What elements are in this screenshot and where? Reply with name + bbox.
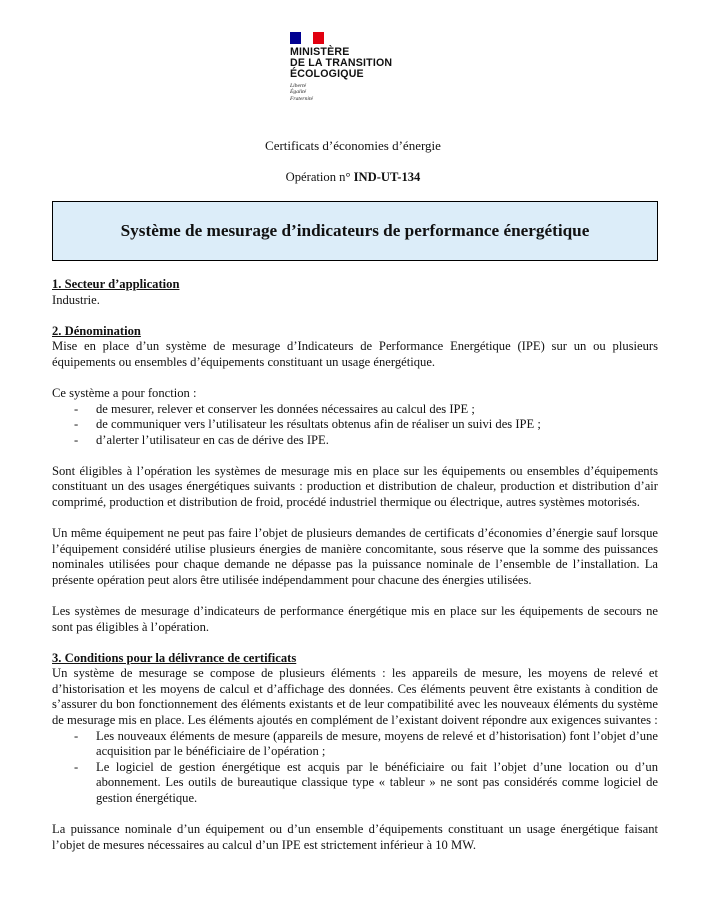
document-title: Système de mesurage d’indicateurs de performance énergétique bbox=[120, 221, 590, 241]
list-item bbox=[52, 433, 658, 449]
motto-line: Liberté bbox=[290, 83, 307, 89]
ministry-line: DE LA TRANSITION bbox=[290, 57, 393, 69]
list-item-text: d’alerter l’utilisateur en cas de dérive des IPE. bbox=[96, 432, 329, 447]
list-item bbox=[52, 402, 658, 418]
ministry-logo bbox=[290, 32, 392, 102]
dash-bullet: - bbox=[74, 417, 79, 432]
conditions-intro: Un système de mesurage se compose de plusieurs éléments : les appareils de mesure, les moyens de relevé et d’historisation et les moyens de calcul et d’affichage des données. Ces éléments peuvent être existants à condition de s’assurer du bon fonctionnement des éléments existants et de leur compatibilité avec les nouveaux éléments du système de mesurage mis en place. Les éléments ajoutés en complément de l’existant doivent répondre aux exigences suivantes : bbox=[52, 666, 658, 728]
eligibility-paragraph: Sont éligibles à l’opération les systèmes de mesurage mis en place sur les équipements ou ensembles d’équipements constituant un des usages énergétiques suivants : production et distribution de chaleur, production et distribution d’air comprimé, production et distribution de froid, procédé industriel thermique ou électrique, autres systèmes motorisés. bbox=[52, 463, 658, 510]
dash-bullet: - bbox=[74, 401, 79, 416]
denomination-intro: Mise en place d’un système de mesurage d’Indicateurs de Performance Energétique (IPE) sur un ou plusieurs équipements ou ensembles d’équipements constituant un usage énergétique. bbox=[52, 339, 658, 369]
certificate-title: Certificats d’économies d’énergie bbox=[265, 138, 441, 153]
list-item bbox=[52, 760, 658, 807]
motto-line: Fraternité bbox=[290, 95, 313, 102]
list-item bbox=[52, 417, 658, 433]
dash-bullet: - bbox=[74, 728, 79, 743]
nominal-power-paragraph: La puissance nominale d’un équipement ou d’un ensemble d’équipements constituant un usage énergétique faisant l’objet de mesures nécessaires au calcul d’un IPE est strictement inférieur à 10 MW. bbox=[52, 822, 658, 852]
ministry-line: MINISTÈRE bbox=[290, 46, 350, 58]
multiple-requests-paragraph: Un même équipement ne peut pas faire l’objet de plusieurs demandes de certificats d’économies d’énergie sauf lorsque l’équipement considéré utilise plusieurs énergies de manière concomitante, sous réserve que la somme des puissances nominales utilisées pour chaque demande ne dépasse pas la puissance nominale de l’ensemble de l’installation. La présente opération peut alors être utilisée indépendamment pour chacune des énergies utilisées. bbox=[52, 526, 658, 587]
republic-motto bbox=[290, 83, 392, 102]
section-heading-2: 2. Dénomination bbox=[52, 323, 141, 338]
list-item-text: Le logiciel de gestion énergétique est acquis par le bénéficiaire ou fait l’objet d’une location ou d’un abonnement. Les outils de bureautique classique type « tableur » ne sont pas considérés comme logiciel de gestion énergétique. bbox=[96, 759, 658, 806]
section-heading-3: 3. Conditions pour la délivrance de certificats bbox=[52, 650, 297, 665]
list-item bbox=[52, 729, 658, 760]
list-item-text: Les nouveaux éléments de mesure (appareils de mesure, moyens de relevé et d’historisation) font l’objet d’une acquisition par le bénéficiaire de l’opération ; bbox=[96, 728, 658, 759]
functions-list bbox=[52, 402, 658, 449]
list-item-text: de communiquer vers l’utilisateur les résultats obtenus afin de réaliser un suivi des IPE ; bbox=[96, 417, 541, 432]
requirements-list bbox=[52, 729, 658, 807]
list-item-text: de mesurer, relever et conserver les données nécessaires au calcul des IPE ; bbox=[96, 401, 475, 416]
dash-bullet: - bbox=[74, 759, 79, 774]
document-title-box bbox=[52, 201, 658, 261]
sector-text: Industrie. bbox=[52, 292, 100, 307]
operation-prefix: Opération n° bbox=[285, 170, 351, 184]
backup-equipment-paragraph: Les systèmes de mesurage d’indicateurs de performance énergétique mis en place sur les équipements de secours ne sont pas éligibles à l’opération. bbox=[52, 604, 658, 634]
ministry-name bbox=[290, 47, 392, 80]
french-flag-icon bbox=[290, 32, 324, 44]
functions-intro: Ce système a pour fonction : bbox=[52, 385, 197, 400]
dash-bullet: - bbox=[74, 432, 79, 447]
document-body bbox=[52, 277, 658, 853]
section-heading-1: 1. Secteur d’application bbox=[52, 277, 180, 291]
operation-code: IND-UT-134 bbox=[353, 170, 421, 184]
ministry-line: ÉCOLOGIQUE bbox=[290, 68, 364, 80]
motto-line: Égalité bbox=[290, 89, 307, 96]
operation-number bbox=[0, 170, 706, 186]
